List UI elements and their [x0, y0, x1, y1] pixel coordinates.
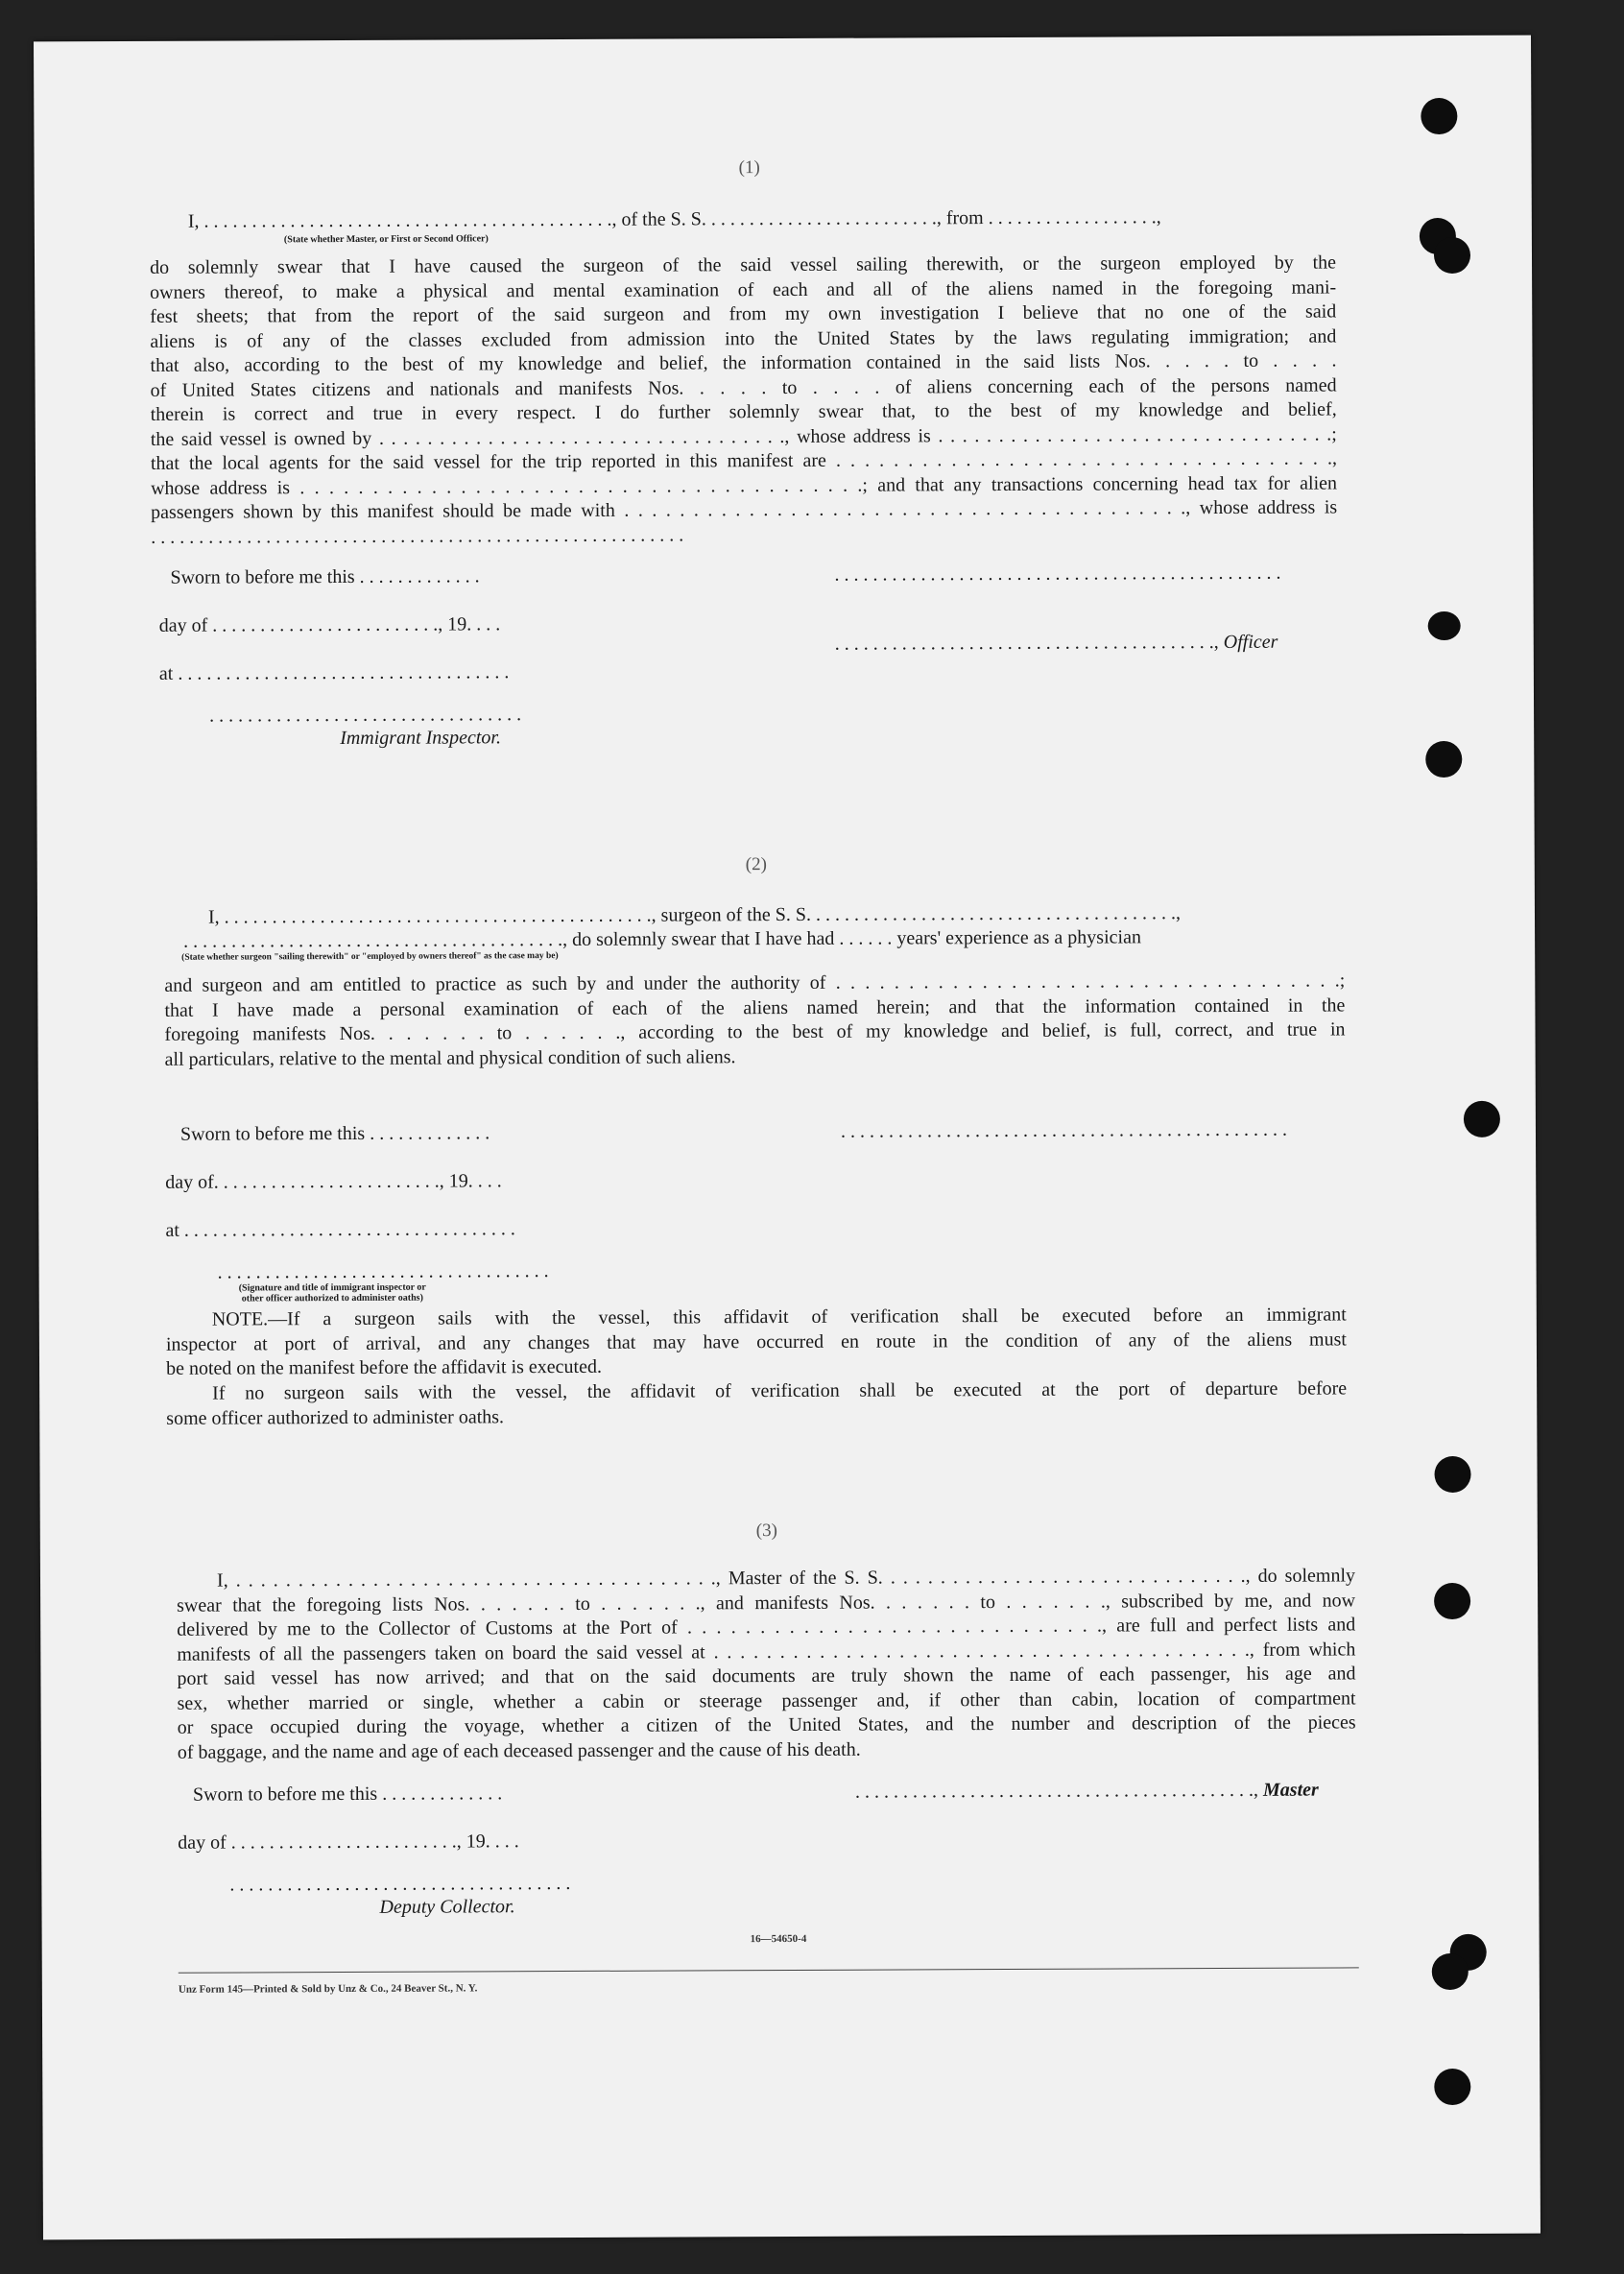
- section-2-note-2: [166, 1376, 1347, 1430]
- oath-line: whose address is . . . . . . . . . . . . . . . . . . . . . . . . . . . . . . . . . . . . . . .; and that any transactions concerning head tax for alien: [150, 471, 1338, 499]
- section-2-signature-dots: . . . . . . . . . . . . . . . . . . . . . . . . . . . . . . . . . . .: [217, 1260, 549, 1283]
- section-1-master-line: I, . . . . . . . . . . . . . . . . . . . . . . . . . . . . . . . . . . . . . . . . . . ., of the S. S. . . . . . . . . . . . . . . . . . . . . . . . ., from . . . . . . . . . . . . . . . . . .,: [187, 206, 1161, 232]
- section-1-sworn: Sworn to before me this . . . . . . . . . . . . .: [170, 565, 480, 588]
- punch-hole: [1434, 237, 1470, 274]
- officer-dots: . . . . . . . . . . . . . . . . . . . . . . . . . . . . . . . . . . . . . . . .,: [834, 632, 1224, 655]
- note-line: some officer authorized to administer oaths.: [166, 1405, 505, 1429]
- section-2-surgeon-note: (State whether surgeon "sailing therewith" or "employed by owners thereof" as the case may be): [181, 951, 559, 963]
- form-code: 16—54650-4: [750, 1932, 807, 1946]
- section-2-sworn: Sworn to before me this . . . . . . . . . . . . .: [179, 1122, 490, 1145]
- section-3-collector-label: Deputy Collector.: [379, 1896, 515, 1918]
- section-2-oath-paragraph: [164, 969, 1345, 1071]
- note-line: inspector at port of arrival, and any changes that may have occurred en route in the condition of any of the aliens must: [165, 1328, 1347, 1355]
- punch-hole: [1432, 1953, 1469, 1990]
- oath-line: that also, according to the best of my knowledge and belief, the information contained in the said lists Nos. . . . . to . . . .: [150, 349, 1337, 376]
- form-page: [34, 36, 1540, 2240]
- signature-note-line: (Signature and title of immigrant inspector or: [238, 1281, 426, 1294]
- section-3-collector-dots: . . . . . . . . . . . . . . . . . . . . . . . . . . . . . . . . . . . .: [229, 1872, 571, 1896]
- punch-hole: [1421, 98, 1457, 134]
- officer-label: Officer: [1223, 631, 1278, 654]
- oath-line: fest sheets; that from the report of the said surgeon and from my own investigation I believe that no one of the said: [150, 300, 1337, 327]
- section-1-inspector-label: Immigrant Inspector.: [340, 727, 501, 750]
- oath-line: port said vessel has now arrived; and that on the said documents are truly shown the name of each passenger, his age and: [177, 1663, 1356, 1689]
- section-1-signature-line: . . . . . . . . . . . . . . . . . . . . . . . . . . . . . . . . . . . . . . . . . . . . . . .: [834, 562, 1281, 586]
- section-1-day: day of . . . . . . . . . . . . . . . . . . . . . . . ., 19. . . .: [158, 613, 501, 636]
- section-2-number: (2): [745, 854, 767, 875]
- section-1-oath-paragraph: [150, 251, 1337, 549]
- oath-line: . . . . . . . . . . . . . . . . . . . . . . . . . . . . . . . . . . . . . . . . . . . . . . . . . . . . . . . .: [151, 523, 684, 548]
- oath-line: I, . . . . . . . . . . . . . . . . . . . . . . . . . . . . . . . . . . . . . . ., Master of the S. S. . . . . . . . . . . . . . . . . . . . . . . . . . . . . ., do solemnly: [216, 1565, 1356, 1592]
- section-1-inspector-dots: . . . . . . . . . . . . . . . . . . . . . . . . . . . . . . . . .: [209, 704, 522, 727]
- oath-line: all particulars, relative to the mental and physical condition of such aliens.: [164, 1045, 736, 1070]
- oath-line: owners thereof, to make a physical and mental examination of each and all of the aliens named in the foregoing mani-: [150, 275, 1337, 303]
- punch-hole: [1428, 611, 1461, 640]
- oath-line: that I have made a personal examination of each of the aliens named herein; and that the information contained in the: [164, 993, 1346, 1021]
- oath-line: foregoing manifests Nos. . . . . . . to . . . . . ., according to the best of my knowledge and belief, is full, correct, and true in: [164, 1018, 1346, 1045]
- master-dots: . . . . . . . . . . . . . . . . . . . . . . . . . . . . . . . . . . . . . . . . . .,: [854, 1779, 1264, 1803]
- section-1-number: (1): [738, 157, 760, 179]
- section-3-oath-paragraph: [177, 1564, 1356, 1764]
- punch-hole: [1434, 2069, 1470, 2105]
- section-2-signature-note: [239, 1282, 426, 1305]
- master-label: Master: [1262, 1779, 1319, 1801]
- section-2-experience-line: . . . . . . . . . . . . . . . . . . . . . . . . . . . . . . . . . . . . . . . ., do solemnly swear that I have had . . . . . . years' experience as a physician: [183, 926, 1141, 952]
- oath-line: aliens is of any of the classes excluded from admission into the United States by the laws regulating immigration; and: [150, 324, 1337, 352]
- oath-line: manifests of all the passengers taken on board the said vessel at . . . . . . . . . . . . . . . . . . . . . . . . . . . . . . . . . . . . . . . . ., from which: [177, 1638, 1356, 1665]
- oath-line: or space occupied during the voyage, whether a citizen of the United States, and the number and description of the pieces: [177, 1711, 1356, 1738]
- section-3-sworn: Sworn to before me this . . . . . . . . . . . . .: [192, 1783, 503, 1806]
- note-line: NOTE.—If a surgeon sails with the vessel, this affidavit of verification shall be executed before an immigrant: [211, 1304, 1347, 1330]
- oath-line: of baggage, and the name and age of each deceased passenger and the cause of his death.: [177, 1738, 861, 1763]
- punch-hole: [1434, 1456, 1470, 1493]
- oath-line: do solemnly swear that I have caused the surgeon of the said vessel sailing therewith, or the surgeon employed by the: [149, 251, 1337, 278]
- section-2-at: at . . . . . . . . . . . . . . . . . . . . . . . . . . . . . . . . . . .: [165, 1218, 515, 1241]
- oath-line: therein is correct and true in every respect. I do further solemnly swear that, to the best of my knowledge and belief,: [150, 398, 1337, 425]
- oath-line: sex, whether married or single, whether a cabin or steerage passenger and, if other than cabin, location of compartment: [177, 1687, 1356, 1714]
- printer-imprint: Unz Form 145—Printed & Sold by Unz & Co., 24 Beaver St., N. Y.: [178, 1982, 478, 1996]
- section-1-officer-line: [835, 632, 1278, 656]
- section-3-master-line: [855, 1780, 1319, 1804]
- punch-hole: [1425, 741, 1462, 778]
- oath-line: the said vessel is owned by . . . . . . . . . . . . . . . . . . . . . . . . . . . . . . . . . ., whose address is . . . . . . . . . . . . . . . . . . . . . . . . . . . . . . . . .;: [150, 422, 1337, 450]
- oath-line: passengers shown by this manifest should be made with . . . . . . . . . . . . . . . . . . . . . . . . . . . . . . . . . . . . . . . . ., whose address is: [151, 496, 1338, 523]
- punch-hole: [1434, 1583, 1470, 1619]
- section-1-master-note: (State whether Master, or First or Second Officer): [283, 233, 489, 246]
- note-line: If no surgeon sails with the vessel, the affidavit of verification shall be executed at the port of departure before: [212, 1377, 1348, 1404]
- section-2-signature-line: . . . . . . . . . . . . . . . . . . . . . . . . . . . . . . . . . . . . . . . . . . . . . . .: [840, 1118, 1288, 1142]
- oath-line: that the local agents for the said vessel for the trip reported in this manifest are . . . . . . . . . . . . . . . . . . . . . . . . . . . . . . . . . . .,: [150, 447, 1337, 474]
- section-3-number: (3): [755, 1520, 777, 1542]
- section-2-note: [166, 1303, 1347, 1381]
- oath-line: swear that the foregoing lists Nos. . . . . . . to . . . . . . ., and manifests Nos. . . . . . . to . . . . . . ., subscribed by me, and now: [177, 1589, 1356, 1616]
- section-1-at: at . . . . . . . . . . . . . . . . . . . . . . . . . . . . . . . . . . .: [158, 661, 510, 684]
- section-2-day: day of. . . . . . . . . . . . . . . . . . . . . . . ., 19. . . .: [165, 1170, 502, 1193]
- oath-line: delivered by me to the Collector of Customs at the Port of . . . . . . . . . . . . . . . . . . . . . . . . . . . . ., are full and perfect lists and: [177, 1614, 1356, 1640]
- punch-hole: [1464, 1101, 1500, 1137]
- footer-divider: [179, 1967, 1359, 1973]
- oath-line: and surgeon and am entitled to practice as such by and under the authority of . . . . . . . . . . . . . . . . . . . . . . . . . . . . . . . . . . .;: [164, 969, 1346, 996]
- oath-line: of United States citizens and nationals and manifests Nos. . . . . to . . . . of aliens concerning each of the persons named: [150, 373, 1337, 401]
- section-2-surgeon-line: I, . . . . . . . . . . . . . . . . . . . . . . . . . . . . . . . . . . . . . . . . . . . . ., surgeon of the S. S. . . . . . . . . . . . . . . . . . . . . . . . . . . . . . . . . . . . . . .,: [207, 902, 1182, 928]
- section-3-day: day of . . . . . . . . . . . . . . . . . . . . . . . ., 19. . . .: [178, 1831, 519, 1854]
- signature-note-line: other officer authorized to administer oaths): [241, 1292, 423, 1305]
- note-line: be noted on the manifest before the affidavit is executed.: [165, 1355, 602, 1379]
